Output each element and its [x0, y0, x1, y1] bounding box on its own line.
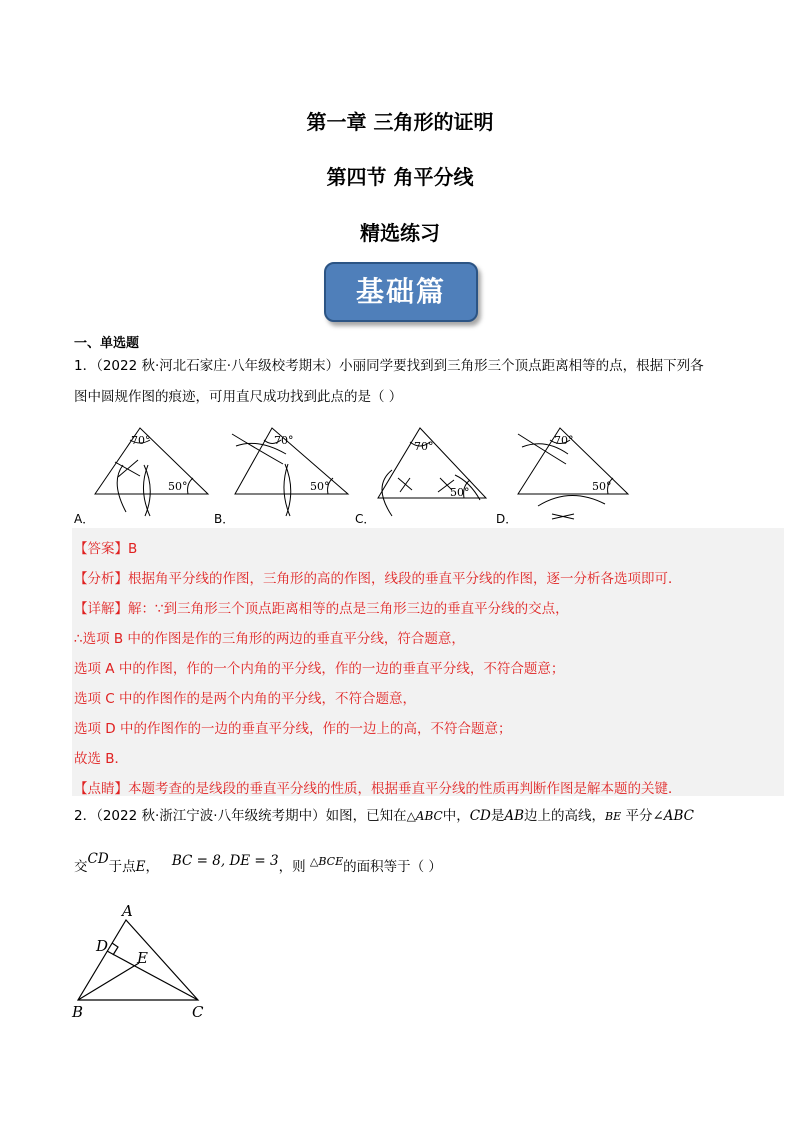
q2-math: △ABC — [406, 809, 443, 823]
answer-line: 【答案】B — [74, 541, 138, 557]
q2-part: 于点 — [108, 859, 136, 875]
label-b: B — [72, 1003, 84, 1021]
q2-text-line1 — [74, 805, 694, 828]
figure-a — [95, 428, 208, 516]
q2-math: BC = 8, DE = 3 — [171, 853, 279, 869]
q2-part: ， — [145, 859, 160, 875]
q2-part: 边上的高线， — [524, 808, 606, 824]
detail-line-3: 选项 A 中的作图，作的一个内角的平分线，作的一边的垂直平分线，不符合题意； — [74, 661, 565, 677]
detail-line-6: 故选 B． — [74, 751, 129, 767]
angle-right-a: 50° — [168, 480, 188, 493]
subtitle: 精选练习 — [360, 221, 440, 245]
detail-line-4: 选项 C 中的作图作的是两个内角的平分线，不符合题意， — [74, 691, 417, 707]
angle-top-c: 70° — [414, 440, 434, 453]
q2-math: AB — [504, 808, 525, 824]
q2-part: 平分 — [625, 808, 653, 824]
q2-math: CD — [87, 851, 109, 867]
option-d[interactable]: D． — [496, 512, 518, 526]
detail-line-5: 选项 D 中的作图作的一边的垂直平分线，作的一边上的高，不符合题意； — [74, 721, 512, 737]
label-d: D — [96, 937, 109, 955]
chapter-title: 第一章 三角形的证明 — [306, 110, 494, 134]
label-c: C — [192, 1003, 204, 1021]
angle-right-b: 50° — [310, 480, 330, 493]
q2-part: 交 — [74, 859, 88, 875]
section-title: 第四节 角平分线 — [326, 165, 474, 189]
q2-math: △BCE — [309, 855, 344, 868]
q2-text-line2 — [74, 851, 442, 879]
comment-line: 【点睛】本题考查的是线段的垂直平分线的性质，根据垂直平分线的性质再判断作图是解本题的关键． — [74, 781, 682, 797]
q1-text-line1: 1．（2022 秋·河北石家庄·八年级校考期末）小丽同学要找到到三角形三个顶点距离相等的点，根据下列各 — [74, 358, 704, 374]
q2-math: CD — [469, 808, 491, 824]
level-badge: 基础篇 — [324, 262, 478, 322]
option-a[interactable]: A． — [74, 512, 95, 526]
q2-part: 是 — [490, 808, 505, 824]
section-heading: 一、单选题 — [74, 336, 140, 351]
angle-top-b: 70° — [274, 434, 294, 447]
detail-line-2: ∴选项 B 中的作图是作的三角形的两边的垂直平分线，符合题意， — [74, 631, 465, 647]
option-c[interactable]: C． — [355, 512, 376, 526]
angle-top-d: 70° — [554, 434, 574, 447]
angle-top-a: 70° — [131, 434, 151, 447]
angle-right-c: 50° — [450, 486, 470, 499]
label-a: A — [122, 902, 133, 920]
q2-figure — [66, 900, 266, 1030]
q2-math: ∠ABC — [652, 808, 695, 824]
option-b[interactable]: B． — [214, 512, 235, 526]
q2-part: 中， — [442, 808, 470, 824]
q2-part: 2．（2022 秋·浙江宁波·八年级统考期中）如图，已知在 — [74, 808, 407, 824]
q2-math: BE — [605, 810, 622, 823]
label-e: E — [137, 949, 148, 967]
q1-text-line2: 图中圆规作图的痕迹，可用直尺成功找到此点的是（ ） — [74, 389, 403, 405]
analysis-line: 【分析】根据角平分线的作图，三角形的高的作图，线段的垂直平分线的作图，逐一分析各选项即可． — [74, 571, 682, 587]
angle-right-d: 50° — [592, 480, 612, 493]
q1-figures — [0, 420, 800, 520]
q2-math: E — [135, 859, 146, 875]
detail-line: 【详解】解：∵到三角形三个顶点距离相等的点是三角形三边的垂直平分线的交点， — [74, 601, 569, 617]
q2-part: 的面积等于（ ） — [343, 859, 442, 875]
q2-part: ，则 — [278, 859, 306, 875]
